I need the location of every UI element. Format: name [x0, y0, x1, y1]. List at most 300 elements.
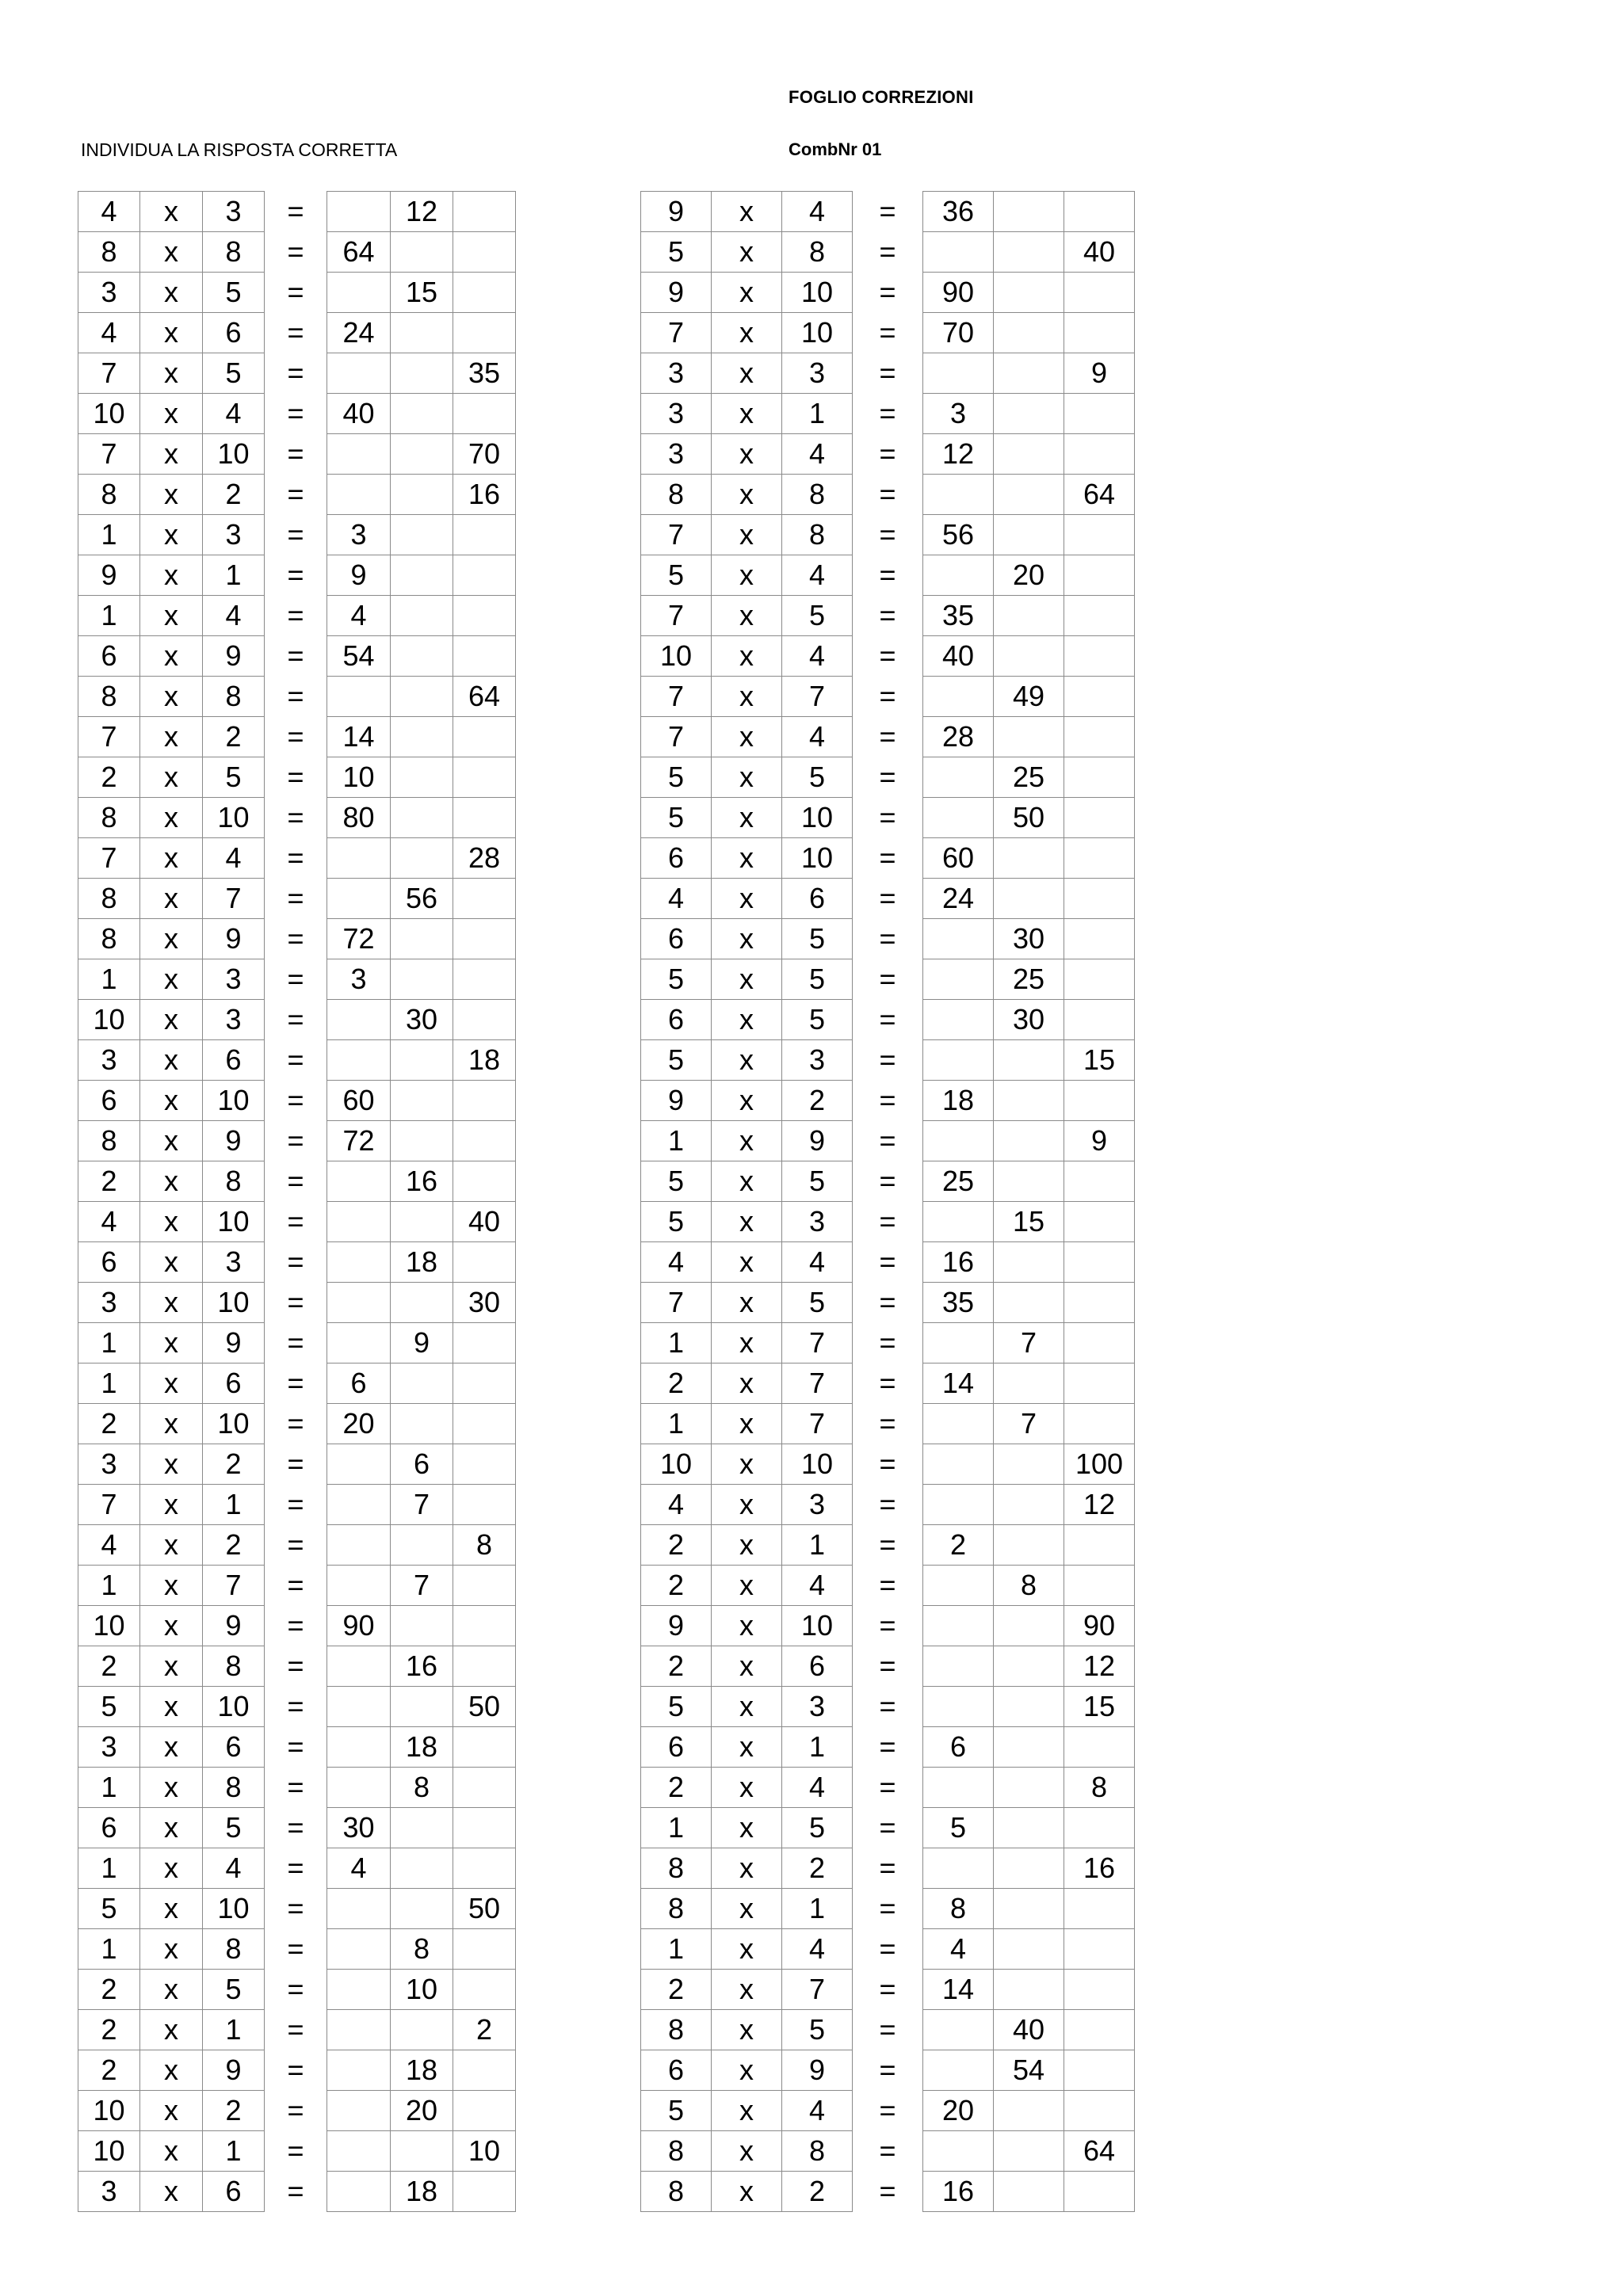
- equals-sign-cell: =: [879, 559, 896, 591]
- operand-a-cell: 8: [78, 919, 140, 959]
- times-sign-cell: x: [712, 838, 782, 879]
- table-row: [78, 1848, 516, 1889]
- answer-option-2-cell: [391, 1404, 453, 1444]
- answer-option-1-cell: 60: [923, 838, 994, 879]
- times-sign-cell: x: [712, 1929, 782, 1970]
- times-sign-cell: x: [140, 2050, 203, 2091]
- times-sign-cell: x: [140, 1808, 203, 1848]
- answer-option-2-cell: [391, 677, 453, 717]
- table-row: [78, 1646, 516, 1687]
- times-sign-cell: x: [712, 1040, 782, 1081]
- answer-option-3-cell: [1064, 555, 1135, 596]
- operand-a-cell: 6: [78, 1242, 140, 1283]
- answer-option-1-cell: 64: [327, 232, 391, 273]
- operand-a-cell: 9: [641, 1081, 712, 1121]
- table-row: [78, 1566, 516, 1606]
- operand-b-cell: 7: [782, 1404, 853, 1444]
- answer-option-2-cell: [391, 353, 453, 394]
- table-row: [78, 232, 516, 273]
- times-sign-cell: x: [712, 434, 782, 475]
- answer-option-2-cell: [994, 1363, 1064, 1404]
- equals-sign-cell: =: [287, 599, 304, 631]
- equals-sign-cell: =: [287, 1367, 304, 1399]
- operand-a-cell: 2: [641, 1566, 712, 1606]
- equals-sign-cell: =: [879, 1650, 896, 1682]
- operand-a-cell: 3: [78, 1040, 140, 1081]
- operand-a-cell: 2: [78, 2010, 140, 2050]
- operand-a-cell: 4: [641, 879, 712, 919]
- table-row: [641, 1404, 1135, 1444]
- table-row: [78, 838, 516, 879]
- operand-a-cell: 10: [78, 2091, 140, 2131]
- equals-sign-cell: =: [879, 841, 896, 874]
- operand-a-cell: 3: [78, 1727, 140, 1768]
- answer-option-1-cell: [923, 232, 994, 273]
- operand-a-cell: 5: [641, 232, 712, 273]
- operand-b-cell: 1: [203, 1485, 265, 1525]
- times-sign-cell: x: [140, 394, 203, 434]
- times-sign-cell: x: [712, 1242, 782, 1283]
- times-sign-cell: x: [140, 717, 203, 757]
- equals-sign-cell: =: [879, 1447, 896, 1480]
- answer-option-1-cell: [923, 798, 994, 838]
- answer-option-3-cell: [453, 232, 516, 273]
- answer-option-1-cell: 4: [327, 1848, 391, 1889]
- operand-a-cell: 3: [641, 353, 712, 394]
- equals-sign-cell: =: [287, 720, 304, 753]
- answer-option-3-cell: [453, 394, 516, 434]
- operand-a-cell: 2: [78, 757, 140, 798]
- operand-b-cell: 10: [203, 798, 265, 838]
- equals-sign-cell: =: [287, 1690, 304, 1722]
- equals-sign-cell: =: [879, 1367, 896, 1399]
- operand-b-cell: 2: [203, 717, 265, 757]
- answer-option-2-cell: [391, 1202, 453, 1242]
- table-row: [78, 1444, 516, 1485]
- answer-option-1-cell: [327, 2131, 391, 2172]
- table-row: [641, 2172, 1135, 2212]
- operand-b-cell: 2: [782, 1081, 853, 1121]
- equals-sign-cell: =: [287, 1650, 304, 1682]
- answer-option-1-cell: [327, 1000, 391, 1040]
- operand-a-cell: 6: [78, 1808, 140, 1848]
- equals-sign-cell: =: [879, 882, 896, 914]
- answer-option-2-cell: 12: [391, 192, 453, 232]
- equals-sign-cell: =: [879, 963, 896, 995]
- operand-a-cell: 1: [78, 1363, 140, 1404]
- table-row: [641, 596, 1135, 636]
- answer-option-3-cell: 15: [1064, 1687, 1135, 1727]
- answer-option-3-cell: 100: [1064, 1444, 1135, 1485]
- equals-sign-cell: =: [879, 720, 896, 753]
- operand-b-cell: 8: [203, 677, 265, 717]
- answer-option-1-cell: 40: [923, 636, 994, 677]
- equals-sign-cell: =: [287, 1569, 304, 1601]
- equals-sign-cell: =: [879, 801, 896, 833]
- table-row: [641, 1485, 1135, 1525]
- answer-option-3-cell: 12: [1064, 1646, 1135, 1687]
- operand-a-cell: 4: [78, 313, 140, 353]
- operand-b-cell: 8: [203, 1929, 265, 1970]
- answer-option-1-cell: [327, 879, 391, 919]
- answer-option-2-cell: [994, 1485, 1064, 1525]
- answer-option-3-cell: 16: [1064, 1848, 1135, 1889]
- answer-option-1-cell: 12: [923, 434, 994, 475]
- operand-b-cell: 5: [782, 757, 853, 798]
- operand-a-cell: 10: [78, 2131, 140, 2172]
- times-sign-cell: x: [712, 1525, 782, 1566]
- operand-a-cell: 5: [641, 1202, 712, 1242]
- operand-b-cell: 1: [203, 2010, 265, 2050]
- answer-option-1-cell: [923, 353, 994, 394]
- equals-sign-cell: =: [879, 478, 896, 510]
- equals-sign-cell: =: [879, 2134, 896, 2167]
- equals-sign-cell: =: [287, 518, 304, 551]
- answer-option-3-cell: [1064, 1970, 1135, 2010]
- equals-sign-cell: =: [287, 316, 304, 349]
- equals-sign-cell: =: [879, 1528, 896, 1561]
- times-sign-cell: x: [140, 1121, 203, 1161]
- table-row: [641, 313, 1135, 353]
- answer-option-3-cell: [1064, 636, 1135, 677]
- answer-option-2-cell: [391, 515, 453, 555]
- equals-sign-cell: =: [287, 1084, 304, 1116]
- answer-option-2-cell: [391, 1606, 453, 1646]
- answer-option-3-cell: [453, 919, 516, 959]
- operand-a-cell: 6: [78, 1081, 140, 1121]
- operand-a-cell: 4: [641, 1485, 712, 1525]
- answer-option-1-cell: 24: [327, 313, 391, 353]
- answer-option-3-cell: [1064, 919, 1135, 959]
- times-sign-cell: x: [140, 232, 203, 273]
- answer-option-1-cell: 10: [327, 757, 391, 798]
- answer-option-3-cell: [453, 1000, 516, 1040]
- answer-option-3-cell: 12: [1064, 1485, 1135, 1525]
- answer-option-1-cell: 3: [327, 959, 391, 1000]
- answer-option-3-cell: [453, 2050, 516, 2091]
- answer-option-2-cell: [994, 1848, 1064, 1889]
- answer-option-1-cell: 90: [327, 1606, 391, 1646]
- equals-sign-cell: =: [287, 1245, 304, 1278]
- answer-option-3-cell: 8: [453, 1525, 516, 1566]
- table-row: [641, 353, 1135, 394]
- answer-option-3-cell: 2: [453, 2010, 516, 2050]
- answer-option-3-cell: [453, 1848, 516, 1889]
- times-sign-cell: x: [140, 959, 203, 1000]
- answer-option-2-cell: [391, 596, 453, 636]
- table-row: [78, 717, 516, 757]
- equals-sign-cell: =: [287, 478, 304, 510]
- answer-option-2-cell: 30: [994, 919, 1064, 959]
- times-sign-cell: x: [140, 273, 203, 313]
- operand-b-cell: 10: [203, 1283, 265, 1323]
- times-sign-cell: x: [712, 959, 782, 1000]
- answer-option-3-cell: [453, 636, 516, 677]
- answer-option-2-cell: [994, 313, 1064, 353]
- answer-option-3-cell: [453, 2172, 516, 2212]
- operand-b-cell: 4: [203, 1848, 265, 1889]
- table-row: [641, 1768, 1135, 1808]
- answer-option-3-cell: 90: [1064, 1606, 1135, 1646]
- operand-b-cell: 1: [782, 1889, 853, 1929]
- answer-option-1-cell: 30: [327, 1808, 391, 1848]
- answer-option-3-cell: [453, 959, 516, 1000]
- answer-option-1-cell: [923, 1444, 994, 1485]
- operand-a-cell: 6: [641, 1000, 712, 1040]
- equals-sign-cell: =: [287, 2094, 304, 2126]
- operand-a-cell: 5: [641, 555, 712, 596]
- operand-b-cell: 2: [782, 1848, 853, 1889]
- answer-option-1-cell: [327, 838, 391, 879]
- times-sign-cell: x: [712, 717, 782, 757]
- answer-option-3-cell: [1064, 1363, 1135, 1404]
- times-sign-cell: x: [712, 475, 782, 515]
- answer-option-3-cell: [1064, 1808, 1135, 1848]
- answer-option-2-cell: [994, 1970, 1064, 2010]
- operand-b-cell: 6: [782, 879, 853, 919]
- table-row: [78, 2050, 516, 2091]
- times-sign-cell: x: [712, 636, 782, 677]
- operand-b-cell: 2: [203, 1444, 265, 1485]
- times-sign-cell: x: [140, 838, 203, 879]
- operand-b-cell: 8: [782, 475, 853, 515]
- answer-option-1-cell: 4: [327, 596, 391, 636]
- operand-a-cell: 5: [641, 1040, 712, 1081]
- answer-option-2-cell: [391, 1040, 453, 1081]
- operand-b-cell: 5: [782, 1000, 853, 1040]
- equals-sign-cell: =: [879, 1407, 896, 1440]
- times-sign-cell: x: [712, 1404, 782, 1444]
- times-sign-cell: x: [712, 798, 782, 838]
- answer-option-2-cell: 30: [391, 1000, 453, 1040]
- answer-option-1-cell: 24: [923, 879, 994, 919]
- operand-a-cell: 6: [641, 1727, 712, 1768]
- equals-sign-cell: =: [879, 1326, 896, 1359]
- answer-option-2-cell: 16: [391, 1161, 453, 1202]
- answer-option-1-cell: 20: [327, 1404, 391, 1444]
- table-row: [78, 1727, 516, 1768]
- answer-option-1-cell: [327, 475, 391, 515]
- table-row: [641, 1323, 1135, 1363]
- equals-sign-cell: =: [287, 1488, 304, 1520]
- table-row: [641, 636, 1135, 677]
- table-row: [78, 1768, 516, 1808]
- operand-b-cell: 8: [203, 1646, 265, 1687]
- answer-option-1-cell: [327, 1889, 391, 1929]
- answer-option-1-cell: 90: [923, 273, 994, 313]
- operand-a-cell: 6: [641, 919, 712, 959]
- table-row: [641, 1040, 1135, 1081]
- operand-b-cell: 8: [203, 1768, 265, 1808]
- answer-option-1-cell: [327, 2050, 391, 2091]
- table-row: [78, 2091, 516, 2131]
- times-sign-cell: x: [140, 475, 203, 515]
- answer-option-2-cell: [391, 959, 453, 1000]
- table-row: [641, 838, 1135, 879]
- times-sign-cell: x: [140, 1929, 203, 1970]
- equals-sign-cell: =: [287, 1124, 304, 1157]
- answer-option-2-cell: 25: [994, 757, 1064, 798]
- times-sign-cell: x: [712, 1161, 782, 1202]
- equals-sign-cell: =: [287, 761, 304, 793]
- answer-option-1-cell: [923, 2050, 994, 2091]
- answer-option-1-cell: [923, 2010, 994, 2050]
- times-sign-cell: x: [712, 2131, 782, 2172]
- answer-option-2-cell: [994, 1283, 1064, 1323]
- table-row: [78, 1283, 516, 1323]
- times-sign-cell: x: [712, 353, 782, 394]
- answer-option-2-cell: [391, 636, 453, 677]
- table-row: [78, 1323, 516, 1363]
- operand-b-cell: 6: [203, 2172, 265, 2212]
- answer-option-2-cell: 7: [391, 1485, 453, 1525]
- operand-b-cell: 9: [203, 919, 265, 959]
- answer-option-3-cell: [1064, 313, 1135, 353]
- equals-sign-cell: =: [879, 1852, 896, 1884]
- operand-b-cell: 8: [203, 1161, 265, 1202]
- operand-a-cell: 6: [78, 636, 140, 677]
- answer-option-2-cell: 15: [391, 273, 453, 313]
- equals-sign-cell: =: [287, 1852, 304, 1884]
- operand-b-cell: 9: [203, 1323, 265, 1363]
- operand-a-cell: 7: [78, 717, 140, 757]
- equals-sign-cell: =: [287, 639, 304, 672]
- operand-b-cell: 5: [203, 1970, 265, 2010]
- answer-option-2-cell: [994, 1646, 1064, 1687]
- answer-option-3-cell: [453, 1444, 516, 1485]
- answer-option-3-cell: [453, 1606, 516, 1646]
- answer-option-2-cell: [391, 1121, 453, 1161]
- operand-b-cell: 9: [203, 1606, 265, 1646]
- operand-a-cell: 3: [78, 2172, 140, 2212]
- operand-a-cell: 1: [78, 1323, 140, 1363]
- answer-option-3-cell: [1064, 2050, 1135, 2091]
- operand-b-cell: 6: [203, 1727, 265, 1768]
- operand-b-cell: 9: [782, 2050, 853, 2091]
- times-sign-cell: x: [140, 798, 203, 838]
- operand-a-cell: 10: [78, 394, 140, 434]
- table-row: [641, 919, 1135, 959]
- operand-a-cell: 8: [78, 475, 140, 515]
- times-sign-cell: x: [140, 2172, 203, 2212]
- operand-b-cell: 6: [203, 1040, 265, 1081]
- page-title: FOGLIO CORREZIONI: [789, 87, 974, 107]
- answer-option-2-cell: [994, 1606, 1064, 1646]
- answer-option-1-cell: 72: [327, 919, 391, 959]
- answer-option-2-cell: [391, 313, 453, 353]
- table-row: [78, 192, 516, 232]
- answer-option-2-cell: [391, 1808, 453, 1848]
- answer-option-2-cell: [391, 232, 453, 273]
- answer-option-2-cell: [391, 394, 453, 434]
- answer-option-3-cell: [1064, 1566, 1135, 1606]
- operand-b-cell: 10: [782, 838, 853, 879]
- table-row: [641, 1363, 1135, 1404]
- equals-sign-cell: =: [287, 680, 304, 712]
- times-sign-cell: x: [140, 1646, 203, 1687]
- operand-a-cell: 10: [78, 1606, 140, 1646]
- equals-sign-cell: =: [287, 922, 304, 955]
- answer-option-3-cell: [453, 273, 516, 313]
- table-row: [78, 1606, 516, 1646]
- operand-a-cell: 7: [641, 515, 712, 555]
- answer-option-3-cell: [453, 596, 516, 636]
- answer-option-1-cell: [923, 1646, 994, 1687]
- equals-sign-cell: =: [879, 1973, 896, 2005]
- operand-b-cell: 5: [782, 596, 853, 636]
- operand-b-cell: 3: [782, 1485, 853, 1525]
- times-sign-cell: x: [140, 1525, 203, 1566]
- operand-a-cell: 7: [78, 1485, 140, 1525]
- table-row: [78, 434, 516, 475]
- times-sign-cell: x: [140, 1848, 203, 1889]
- operand-b-cell: 3: [203, 959, 265, 1000]
- table-row: [78, 2010, 516, 2050]
- times-sign-cell: x: [140, 1000, 203, 1040]
- operand-b-cell: 4: [782, 1929, 853, 1970]
- answer-option-1-cell: [327, 1727, 391, 1768]
- equals-sign-cell: =: [879, 518, 896, 551]
- answer-option-3-cell: [1064, 757, 1135, 798]
- equals-sign-cell: =: [287, 1447, 304, 1480]
- answer-option-2-cell: [994, 1040, 1064, 1081]
- operand-a-cell: 3: [641, 394, 712, 434]
- operand-a-cell: 10: [78, 1000, 140, 1040]
- answer-option-1-cell: [327, 1646, 391, 1687]
- table-row: [641, 1161, 1135, 1202]
- times-sign-cell: x: [712, 1889, 782, 1929]
- answer-option-3-cell: [1064, 192, 1135, 232]
- equals-sign-cell: =: [879, 1609, 896, 1642]
- answer-option-2-cell: 18: [391, 2172, 453, 2212]
- equals-sign-cell: =: [879, 1811, 896, 1844]
- answer-option-3-cell: [453, 2091, 516, 2131]
- times-sign-cell: x: [712, 1363, 782, 1404]
- table-row: [78, 313, 516, 353]
- equals-sign-cell: =: [879, 1165, 896, 1197]
- table-row: [78, 1808, 516, 1848]
- answer-option-3-cell: 30: [453, 1283, 516, 1323]
- table-row: [78, 1687, 516, 1727]
- times-sign-cell: x: [140, 1202, 203, 1242]
- answer-option-3-cell: [1064, 2091, 1135, 2131]
- operand-b-cell: 4: [782, 1566, 853, 1606]
- operand-b-cell: 5: [782, 1808, 853, 1848]
- operand-a-cell: 5: [641, 757, 712, 798]
- answer-option-1-cell: 6: [327, 1363, 391, 1404]
- answer-option-3-cell: [1064, 1000, 1135, 1040]
- operand-a-cell: 7: [78, 353, 140, 394]
- answer-option-1-cell: [327, 1566, 391, 1606]
- answer-option-3-cell: [453, 1404, 516, 1444]
- answer-option-3-cell: [1064, 1161, 1135, 1202]
- operand-b-cell: 1: [782, 394, 853, 434]
- times-sign-cell: x: [140, 1606, 203, 1646]
- operand-a-cell: 3: [78, 273, 140, 313]
- answer-option-2-cell: [391, 555, 453, 596]
- answer-option-3-cell: 10: [453, 2131, 516, 2172]
- answer-option-2-cell: [391, 475, 453, 515]
- answer-option-2-cell: 8: [391, 1768, 453, 1808]
- times-sign-cell: x: [712, 677, 782, 717]
- answer-option-3-cell: [1064, 1404, 1135, 1444]
- table-row: [78, 353, 516, 394]
- answer-option-1-cell: 16: [923, 1242, 994, 1283]
- table-row: [641, 2091, 1135, 2131]
- operand-b-cell: 6: [203, 313, 265, 353]
- operand-a-cell: 2: [78, 1646, 140, 1687]
- equals-sign-cell: =: [287, 276, 304, 308]
